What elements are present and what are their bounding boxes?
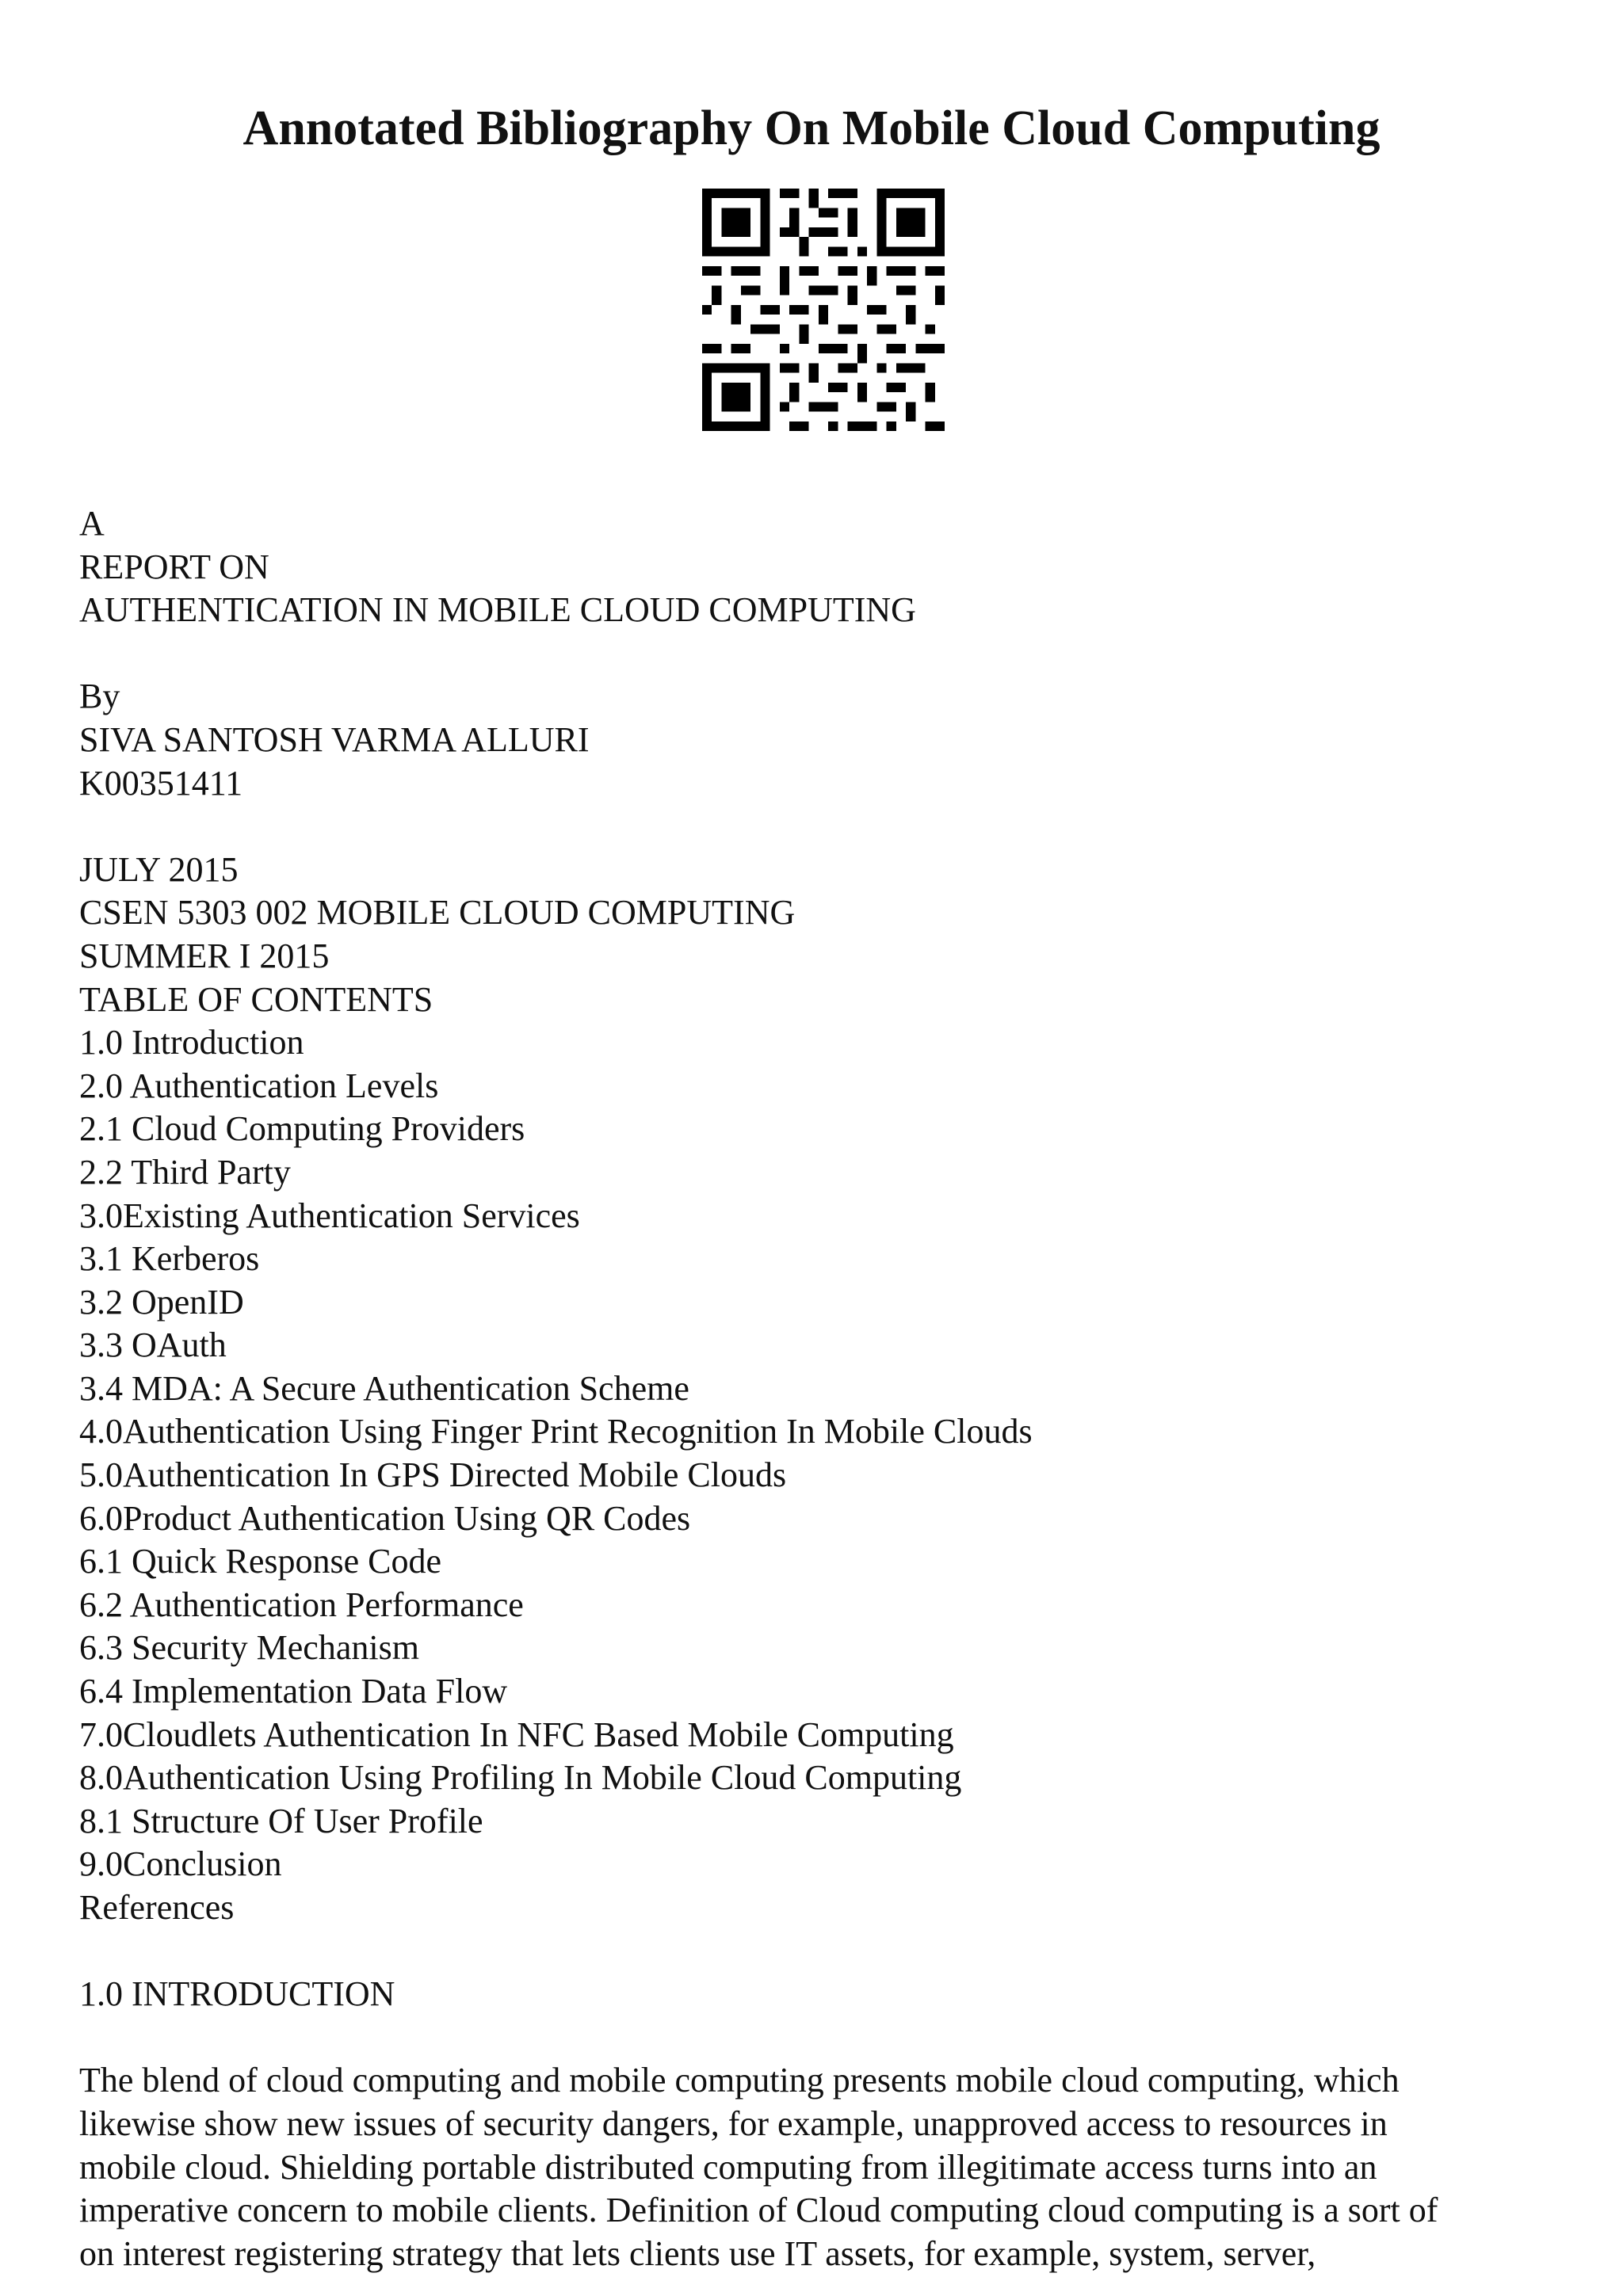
spacer [79,632,1553,676]
qr-code-image [702,189,945,431]
toc-item: 5.0Authentication In GPS Directed Mobile Clouds [79,1455,787,1495]
paragraph-line: mobile cloud. Shielding portable distributed computing from illegitimate access turns into an [79,2147,1377,2187]
spacer [79,805,1553,849]
spacer [79,2016,1553,2060]
toc-item: 6.4 Implementation Data Flow [79,1672,508,1711]
author-name: SIVA SANTOSH VARMA ALLURI [79,719,590,759]
document-title: Annotated Bibliography On Mobile Cloud Computing [242,101,1381,155]
toc-item: 6.1 Quick Response Code [79,1542,442,1581]
spacer [79,1930,1553,1974]
toc-item: 6.0Product Authentication Using QR Codes [79,1498,691,1538]
report-body [79,502,1553,2275]
toc-item: 8.0Authentication Using Profiling In Mobile Cloud Computing [79,1758,962,1798]
toc-item: 1.0 Introduction [79,1023,304,1062]
table-of-contents [79,1021,1553,1929]
paragraph-line: likewise show new issues of security dangers, for example, unapproved access to resources in [79,2103,1388,2143]
toc-item: 9.0Conclusion [79,1844,282,1884]
paragraph-line: on interest registering strategy that lets clients use IT assets, for example, system, server, [79,2233,1316,2273]
toc-item: 2.0 Authentication Levels [79,1066,439,1105]
toc-item: 4.0Authentication Using Finger Print Recognition In Mobile Clouds [79,1412,1033,1451]
cover-report-on: REPORT ON [79,547,269,586]
toc-item: 3.0Existing Authentication Services [79,1196,580,1235]
paragraph-line: The blend of cloud computing and mobile computing presents mobile cloud computing, which [79,2061,1400,2100]
student-id: K00351411 [79,763,243,803]
paragraph-line: imperative concern to mobile clients. Definition of Cloud computing cloud computing is a sort of [79,2191,1438,2230]
cover-a: A [79,504,105,543]
course-name: CSEN 5303 002 MOBILE CLOUD COMPUTING [79,893,796,933]
section-heading-introduction: 1.0 INTRODUCTION [79,1974,395,2014]
toc-item: 3.2 OpenID [79,1282,244,1322]
term: SUMMER I 2015 [79,936,330,975]
toc-item: 7.0Cloudlets Authentication In NFC Based Mobile Computing [79,1714,954,1754]
toc-heading: TABLE OF CONTENTS [79,979,433,1019]
toc-item: 6.3 Security Mechanism [79,1628,419,1668]
introduction-paragraph [79,2059,1553,2275]
report-date: JULY 2015 [79,849,239,889]
toc-item: 3.3 OAuth [79,1325,227,1365]
toc-item: 3.4 MDA: A Secure Authentication Scheme [79,1368,689,1408]
cover-topic: AUTHENTICATION IN MOBILE CLOUD COMPUTING [79,590,916,630]
toc-item: References [79,1888,235,1927]
toc-item: 3.1 Kerberos [79,1239,260,1279]
toc-item: 6.2 Authentication Performance [79,1585,524,1624]
toc-item: 2.2 Third Party [79,1152,291,1192]
toc-item: 2.1 Cloud Computing Providers [79,1109,525,1149]
toc-item: 8.1 Structure Of User Profile [79,1801,483,1840]
cover-by: By [79,677,120,716]
